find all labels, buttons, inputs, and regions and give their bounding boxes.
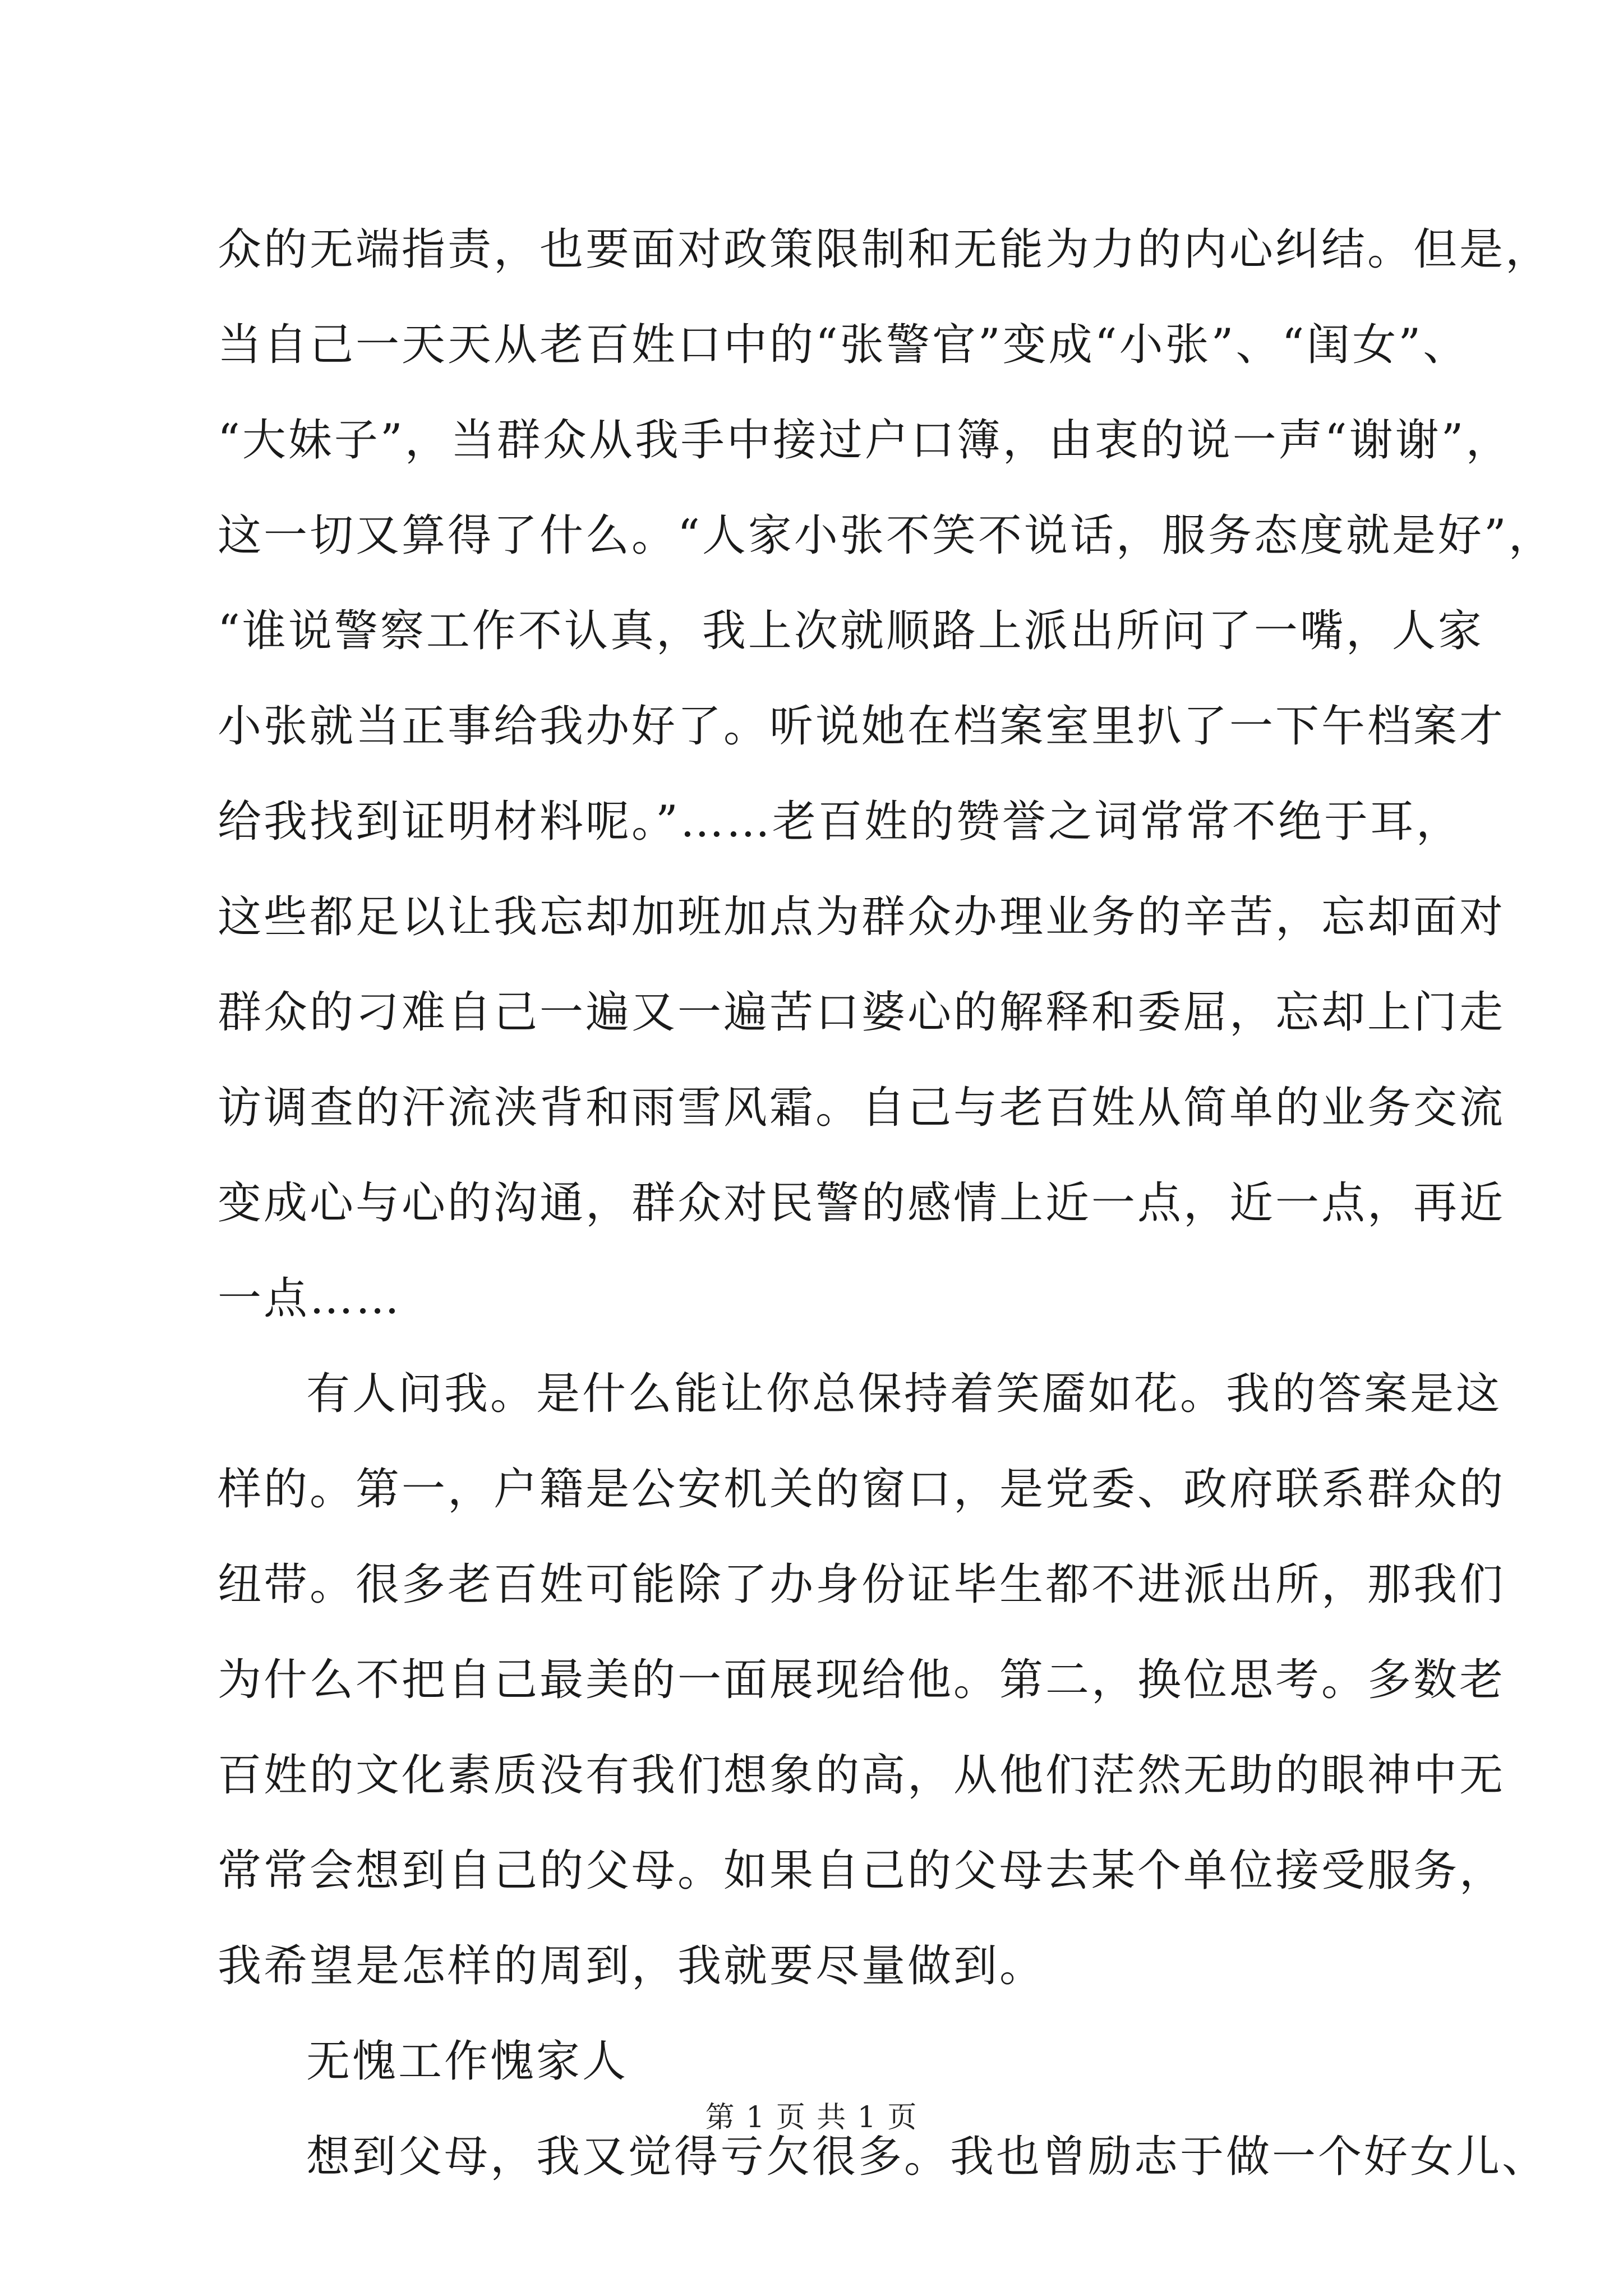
paragraph-start-line: 有人问我。是什么能让你总保持着笑靥如花。我的答案是这 — [306, 1369, 1502, 1419]
text-line-2: 当自己一天天从老百姓口中的“张警官”变成“小张”、“闺女”、 — [218, 320, 1469, 370]
text-line-11: 变成心与心的沟通，群众对民警的感情上近一点，近一点，再近 — [218, 1178, 1506, 1228]
text-line-17: 百姓的文化素质没有我们想象的高，从他们茫然无助的眼神中无 — [218, 1750, 1506, 1801]
text-line-14: 样的。第一，户籍是公安机关的窗口，是党委、政府联系群众的 — [218, 1464, 1506, 1515]
section-heading: 无愧工作愧家人 — [306, 2036, 629, 2087]
text-line-18: 常常会想到自己的父母。如果自己的父母去某个单位接受服务， — [218, 1846, 1506, 1896]
text-line-1: 众的无端指责，也要面对政策限制和无能为力的内心纠结。但是， — [218, 224, 1552, 275]
text-line-19: 我希望是怎样的周到，我就要尽量做到。 — [218, 1941, 1046, 1991]
text-line-10: 访调查的汗流浃背和雨雪风霜。自己与老百姓从简单的业务交流 — [218, 1083, 1506, 1133]
paragraph-start-line: 想到父母，我又觉得亏欠很多。我也曾励志于做一个好女儿、 — [306, 2132, 1548, 2182]
document-body — [218, 202, 1555, 2205]
page-footer: 第 1 页 共 1 页 — [705, 2101, 918, 2134]
text-line-6: 小张就当正事给我办好了。听说她在档案室里扒了一下午档案才 — [218, 701, 1506, 752]
text-line-3: “大妹子”，当群众从我手中接过户口簿，由衷的说一声“谢谢”， — [218, 415, 1512, 466]
text-line-15: 纽带。很多老百姓可能除了办身份证毕生都不进派出所，那我们 — [218, 1559, 1506, 1610]
text-line-8: 这些都足以让我忘却加班加点为群众办理业务的辛苦，忘却面对 — [218, 892, 1506, 942]
text-line-9: 群众的刁难自己一遍又一遍苦口婆心的解释和委屈，忘却上门走 — [218, 987, 1506, 1038]
text-line-16: 为什么不把自己最美的一面展现给他。第二，换位思考。多数老 — [218, 1655, 1506, 1705]
text-line-4: 这一切又算得了什么。“人家小张不笑不说话，服务态度就是好”， — [218, 510, 1555, 561]
text-line-12: 一点…… — [218, 1273, 402, 1324]
text-line-5: “谁说警察工作不认真，我上次就顺路上派出所问了一嘴，人家 — [218, 606, 1484, 656]
text-line-7: 给我找到证明材料呢。”……老百姓的赞誉之词常常不绝于耳， — [218, 797, 1462, 847]
